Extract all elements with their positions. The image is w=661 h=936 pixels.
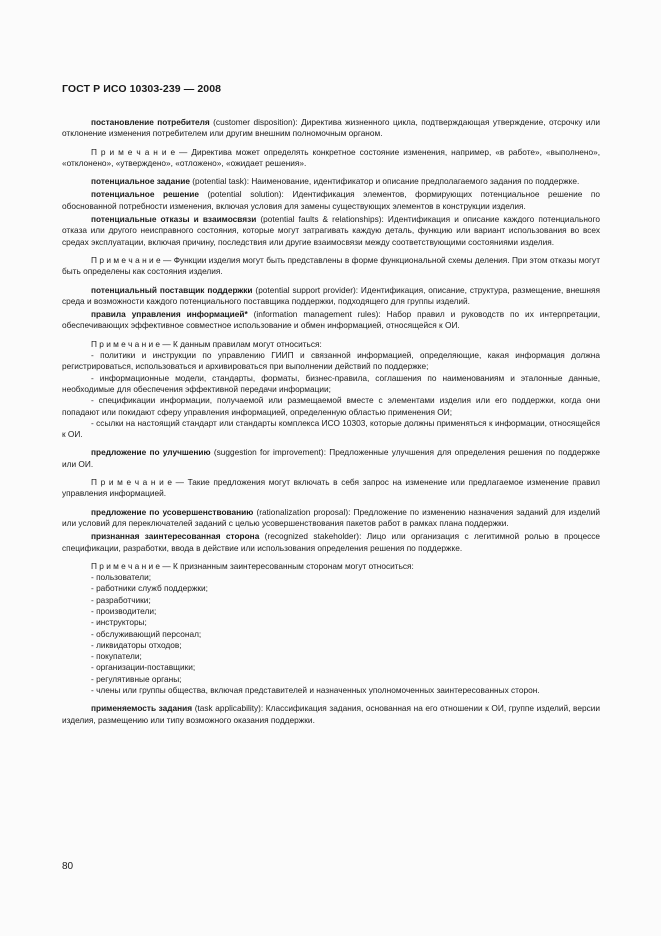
term: признанная заинтересованная сторона [91, 531, 260, 542]
note-paragraph [62, 147, 600, 170]
note-list-item: - инструкторы; [91, 617, 147, 628]
definition-text: (potential support provider): Идентификация, описание, структура, размещение, внешняя среда и возможности каждого потенциального поставщика поддержки, подходящего для группы изделий. [62, 284, 600, 306]
note-list-item: - организации-поставщики; [91, 662, 196, 673]
definition-text: (rationalization proposal): Предложение по изменению назначения заданий для изделий или условий для переключателей заданий с целью усовершенствования пакетов работ в рамках плана поддержки. [62, 506, 600, 528]
note-list-item: - работники служб поддержки; [91, 583, 208, 594]
note-list-item: - разработчики; [91, 594, 151, 605]
note-paragraph [62, 561, 600, 572]
definition-text: (customer disposition): Директива жизненного цикла, подтверждающая утверждение, отсрочку или отклонение изменения потребителем или другим внешним полномочным органом. [62, 117, 600, 139]
note-text: — Функции изделия могут быть представлены в форме функциональной схемы деления. При этом отказы могут быть определены как состояния изделия. [62, 254, 600, 277]
term: потенциальные отказы и взаимосвязи [91, 214, 257, 225]
definition-paragraph [62, 703, 600, 726]
note-label: П р и м е ч а н и е [91, 560, 161, 571]
definition-text: (suggestion for improvement): Предложенные улучшения для определения решения по поддержке или ОИ. [62, 447, 600, 469]
definition-paragraph [62, 214, 600, 248]
note-list-item: - ссылки на настоящий стандарт или стандарты комплекса ИСО 10303, которые должны применяться к информации, относящейся к ОИ. [62, 417, 600, 440]
definition-paragraph [62, 117, 600, 140]
note-list-item: - регулятивные органы; [91, 673, 182, 684]
term: потенциальный поставщик поддержки [91, 284, 253, 295]
term: предложение по улучшению [91, 447, 211, 458]
document-header: ГОСТ Р ИСО 10303-239 — 2008 [62, 83, 222, 95]
note-list-item: - пользователи; [91, 572, 152, 583]
note-label: П р и м е ч а н и е [91, 338, 161, 349]
term: потенциальное задание [91, 176, 190, 187]
note-label: П р и м е ч а н и е [91, 146, 176, 157]
definition-paragraph [62, 447, 600, 470]
definition-text: (potential solution): Идентификация элементов, формирующих потенциальное решение по обоснованной потребности изменения, включая условия для замены существующих элементов в конструкции изделия. [62, 189, 600, 211]
note-list-item: - покупатели; [91, 651, 142, 662]
definition-paragraph [62, 309, 600, 332]
definition-paragraph [62, 176, 600, 187]
note-text: — Директива может определять конкретное состояние изменения, например, «в работе», «выполнено», «отклонено», «утверждено», «отложено», «ожидает решения». [62, 146, 601, 168]
definition-text: (task applicability): Классификация задания, основанная на его отношении к ОИ, группе изделий, версии изделия, размещению или типу возможного оказания поддержки. [62, 703, 600, 725]
note-list-item: - информационные модели, стандарты, форматы, бизнес-правила, соглашения по наименованиям и эталонные данные, необходимые для обеспечения эффективной передачи информации; [62, 372, 600, 394]
note-text: — К признанным заинтересованным сторонам могут относиться: [160, 560, 414, 571]
note-label: П р и м е ч а н и е [91, 477, 172, 488]
note-list-item: - спецификации информации, получаемой или размещаемой вместе с элементами изделия или его поддержки, когда они попадают или покидают сферу управления информацией, определенную областью применения ОИ; [62, 395, 600, 417]
note-list-item: - ликвидаторы отходов; [91, 639, 182, 650]
definition-text: (information management rules): Набор правил и руководств по их интерпретации, обеспечивающих эффективное совместное использование и обмен информацией, относящейся к ОИ. [62, 309, 600, 331]
note-list-item: - производители; [91, 605, 157, 616]
document-body [62, 110, 600, 726]
definition-paragraph [62, 507, 600, 530]
term: предложение по усовершенствованию [91, 506, 254, 517]
note-paragraph [62, 477, 600, 500]
note-label: П р и м е ч а н и е [91, 254, 161, 265]
definition-paragraph [62, 285, 600, 308]
definition-text: (potential faults & relationships): Идентификация и описание каждого потенциального отказа или другого неисправного состояния, которые могут затрагивать каждую деталь, функцию или вариант использования во всех средах эксплуатации, включая причину, последствия или другие взаимосвязи между соответствующими состояниями изделия. [62, 214, 600, 247]
note-paragraph [62, 339, 600, 350]
definition-paragraph [62, 531, 600, 554]
note-text: — Такие предложения могут включать в себя запрос на изменение или предлагаемое изменение правил управления информацией. [62, 477, 600, 499]
definition-text: (potential task): Наименование, идентификатор и описание предполагаемого задания по поддержке. [189, 176, 580, 187]
definition-paragraph [62, 189, 600, 212]
note-paragraph [62, 255, 600, 278]
definition-text: (recognized stakeholder): Лицо или организация с легитимной ролью в процессе спецификации, разработки, ввода в действие или использования определения решения по поддержке. [62, 531, 600, 553]
term: потенциальное решение [91, 189, 199, 200]
page-number: 80 [62, 861, 74, 872]
term: постановление потребителя [91, 117, 210, 127]
term: правила управления информацией* [91, 309, 248, 320]
note-list-item: - политики и инструкции по управлению ГИИП и связанной информацией, определяющие, какая информация должна регистрироваться, использоваться и архивироваться при выполнении действий по поддержке; [62, 350, 600, 372]
term: применяемость задания [91, 703, 193, 714]
note-list-item: - обслуживающий персонал; [91, 628, 202, 639]
note-text: — К данным правилам могут относиться: [160, 338, 322, 349]
note-list-item: - члены или группы общества, включая представителей и назначенных уполномоченных заинтересованных сторон. [91, 685, 540, 696]
